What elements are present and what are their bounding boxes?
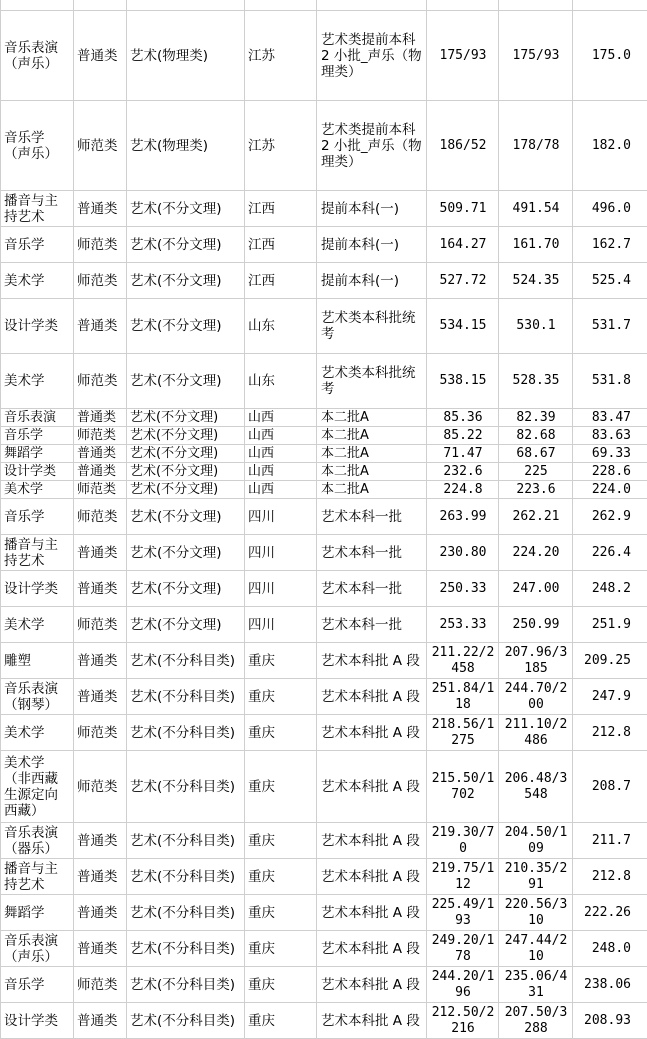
min-score-cell bbox=[499, 0, 573, 11]
province-cell: 山西 bbox=[245, 445, 317, 463]
major-cell: 音乐学 bbox=[1, 967, 74, 1003]
batch-cell: 艺术本科批 A 段 bbox=[317, 1003, 427, 1039]
table-row bbox=[1, 481, 647, 499]
avg-score-cell: 496.0 bbox=[573, 191, 647, 227]
max-score-cell: 219.75/112 bbox=[427, 859, 499, 895]
category-cell: 师范类 bbox=[74, 751, 127, 823]
subject-cell: 艺术(不分科目类) bbox=[127, 823, 245, 859]
province-cell: 四川 bbox=[245, 607, 317, 643]
category-cell: 普通类 bbox=[74, 463, 127, 481]
province-cell: 江苏 bbox=[245, 11, 317, 101]
subject-cell: 艺术(不分文理) bbox=[127, 535, 245, 571]
province-cell: 山西 bbox=[245, 481, 317, 499]
subject-cell: 艺术(不分科目类) bbox=[127, 931, 245, 967]
province-cell: 江西 bbox=[245, 227, 317, 263]
avg-score-cell: 69.33 bbox=[573, 445, 647, 463]
category-cell: 普通类 bbox=[74, 299, 127, 354]
batch-cell: 艺术本科一批 bbox=[317, 607, 427, 643]
max-score-cell: 215.50/1702 bbox=[427, 751, 499, 823]
min-score-cell: 247.00 bbox=[499, 571, 573, 607]
batch-cell: 本二批A bbox=[317, 463, 427, 481]
table-row bbox=[1, 299, 647, 354]
table-row bbox=[1, 715, 647, 751]
province-cell: 四川 bbox=[245, 499, 317, 535]
max-score-cell: 211.22/2458 bbox=[427, 643, 499, 679]
category-cell: 普通类 bbox=[74, 409, 127, 427]
max-score-cell: 219.30/70 bbox=[427, 823, 499, 859]
subject-cell: 艺术(不分科目类) bbox=[127, 895, 245, 931]
province-cell: 山西 bbox=[245, 463, 317, 481]
min-score-cell: 68.67 bbox=[499, 445, 573, 463]
batch-cell: 本二批A bbox=[317, 409, 427, 427]
batch-cell: 艺术本科批 A 段 bbox=[317, 823, 427, 859]
batch-cell: 本二批A bbox=[317, 481, 427, 499]
table-row bbox=[1, 967, 647, 1003]
min-score-cell: 207.96/3185 bbox=[499, 643, 573, 679]
max-score-cell: 263.99 bbox=[427, 499, 499, 535]
avg-score-cell: 83.63 bbox=[573, 427, 647, 445]
batch-cell: 艺术本科批 A 段 bbox=[317, 715, 427, 751]
batch-cell: 本二批A bbox=[317, 427, 427, 445]
subject-cell: 艺术(不分科目类) bbox=[127, 751, 245, 823]
avg-score-cell: 531.8 bbox=[573, 354, 647, 409]
min-score-cell: 204.50/109 bbox=[499, 823, 573, 859]
min-score-cell: 244.70/200 bbox=[499, 679, 573, 715]
subject-cell: 艺术(不分文理) bbox=[127, 354, 245, 409]
subject-cell: 艺术(不分文理) bbox=[127, 499, 245, 535]
major-cell: 设计学类 bbox=[1, 299, 74, 354]
min-score-cell: 206.48/3548 bbox=[499, 751, 573, 823]
max-score-cell: 251.84/118 bbox=[427, 679, 499, 715]
table-body bbox=[1, 0, 647, 1039]
major-cell: 音乐学 bbox=[1, 499, 74, 535]
min-score-cell: 82.39 bbox=[499, 409, 573, 427]
province-cell: 山西 bbox=[245, 427, 317, 445]
major-cell: 设计学类 bbox=[1, 463, 74, 481]
max-score-cell: 186/52 bbox=[427, 101, 499, 191]
province-cell: 山东 bbox=[245, 354, 317, 409]
major-cell: 雕塑 bbox=[1, 643, 74, 679]
max-score-cell: 224.8 bbox=[427, 481, 499, 499]
min-score-cell: 530.1 bbox=[499, 299, 573, 354]
max-score-cell: 230.80 bbox=[427, 535, 499, 571]
avg-score-cell: 226.4 bbox=[573, 535, 647, 571]
category-cell: 师范类 bbox=[74, 715, 127, 751]
province-cell: 重庆 bbox=[245, 643, 317, 679]
avg-score-cell: 212.8 bbox=[573, 859, 647, 895]
table-row bbox=[1, 535, 647, 571]
avg-score-cell: 209.25 bbox=[573, 643, 647, 679]
major-cell: 音乐表演（声乐） bbox=[1, 931, 74, 967]
max-score-cell: 85.22 bbox=[427, 427, 499, 445]
province-cell: 江西 bbox=[245, 191, 317, 227]
min-score-cell: 82.68 bbox=[499, 427, 573, 445]
min-score-cell: 161.70 bbox=[499, 227, 573, 263]
major-cell: 播音与主持艺术 bbox=[1, 535, 74, 571]
batch-cell: 本二批A bbox=[317, 445, 427, 463]
subject-cell: 艺术(不分文理) bbox=[127, 227, 245, 263]
province-cell bbox=[245, 0, 317, 11]
min-score-cell: 178/78 bbox=[499, 101, 573, 191]
table-row bbox=[1, 11, 647, 101]
province-cell: 山西 bbox=[245, 409, 317, 427]
avg-score-cell bbox=[573, 0, 647, 11]
subject-cell bbox=[127, 0, 245, 11]
major-cell: 音乐学（声乐） bbox=[1, 101, 74, 191]
batch-cell: 艺术类提前本科2 小批_声乐（物理类） bbox=[317, 101, 427, 191]
province-cell: 江苏 bbox=[245, 101, 317, 191]
subject-cell: 艺术(物理类) bbox=[127, 101, 245, 191]
major-cell: 美术学 bbox=[1, 607, 74, 643]
min-score-cell: 528.35 bbox=[499, 354, 573, 409]
table-row bbox=[1, 607, 647, 643]
major-cell: 设计学类 bbox=[1, 571, 74, 607]
table-row bbox=[1, 0, 647, 11]
category-cell: 师范类 bbox=[74, 499, 127, 535]
batch-cell: 艺术本科批 A 段 bbox=[317, 967, 427, 1003]
batch-cell: 艺术本科一批 bbox=[317, 499, 427, 535]
subject-cell: 艺术(不分科目类) bbox=[127, 859, 245, 895]
batch-cell: 提前本科(一) bbox=[317, 191, 427, 227]
subject-cell: 艺术(不分科目类) bbox=[127, 967, 245, 1003]
province-cell: 江西 bbox=[245, 263, 317, 299]
batch-cell: 艺术类本科批统考 bbox=[317, 299, 427, 354]
table-row bbox=[1, 931, 647, 967]
min-score-cell: 491.54 bbox=[499, 191, 573, 227]
avg-score-cell: 211.7 bbox=[573, 823, 647, 859]
province-cell: 重庆 bbox=[245, 895, 317, 931]
min-score-cell: 524.35 bbox=[499, 263, 573, 299]
min-score-cell: 247.44/210 bbox=[499, 931, 573, 967]
table-row bbox=[1, 354, 647, 409]
avg-score-cell: 222.26 bbox=[573, 895, 647, 931]
avg-score-cell: 251.9 bbox=[573, 607, 647, 643]
province-cell: 重庆 bbox=[245, 715, 317, 751]
avg-score-cell: 208.93 bbox=[573, 1003, 647, 1039]
category-cell: 普通类 bbox=[74, 823, 127, 859]
avg-score-cell: 262.9 bbox=[573, 499, 647, 535]
major-cell: 音乐学 bbox=[1, 227, 74, 263]
subject-cell: 艺术(不分科目类) bbox=[127, 715, 245, 751]
major-cell: 美术学 bbox=[1, 481, 74, 499]
major-cell: 音乐表演 bbox=[1, 409, 74, 427]
min-score-cell: 220.56/310 bbox=[499, 895, 573, 931]
major-cell: 美术学 bbox=[1, 715, 74, 751]
table-row bbox=[1, 101, 647, 191]
category-cell: 普通类 bbox=[74, 931, 127, 967]
avg-score-cell: 175.0 bbox=[573, 11, 647, 101]
avg-score-cell: 208.7 bbox=[573, 751, 647, 823]
table-row bbox=[1, 263, 647, 299]
max-score-cell: 253.33 bbox=[427, 607, 499, 643]
major-cell: 美术学 bbox=[1, 354, 74, 409]
batch-cell: 艺术本科批 A 段 bbox=[317, 931, 427, 967]
category-cell: 师范类 bbox=[74, 263, 127, 299]
major-cell: 设计学类 bbox=[1, 1003, 74, 1039]
avg-score-cell: 247.9 bbox=[573, 679, 647, 715]
province-cell: 重庆 bbox=[245, 823, 317, 859]
max-score-cell: 71.47 bbox=[427, 445, 499, 463]
min-score-cell: 211.10/2486 bbox=[499, 715, 573, 751]
min-score-cell: 207.50/3288 bbox=[499, 1003, 573, 1039]
table-row bbox=[1, 643, 647, 679]
batch-cell: 艺术本科一批 bbox=[317, 535, 427, 571]
province-cell: 四川 bbox=[245, 535, 317, 571]
category-cell: 师范类 bbox=[74, 354, 127, 409]
major-cell: 音乐表演（器乐） bbox=[1, 823, 74, 859]
batch-cell: 艺术本科批 A 段 bbox=[317, 679, 427, 715]
subject-cell: 艺术(不分文理) bbox=[127, 481, 245, 499]
max-score-cell: 175/93 bbox=[427, 11, 499, 101]
min-score-cell: 262.21 bbox=[499, 499, 573, 535]
batch-cell: 艺术本科批 A 段 bbox=[317, 643, 427, 679]
subject-cell: 艺术(不分文理) bbox=[127, 299, 245, 354]
major-cell: 播音与主持艺术 bbox=[1, 859, 74, 895]
avg-score-cell: 531.7 bbox=[573, 299, 647, 354]
max-score-cell bbox=[427, 0, 499, 11]
max-score-cell: 250.33 bbox=[427, 571, 499, 607]
avg-score-cell: 238.06 bbox=[573, 967, 647, 1003]
province-cell: 四川 bbox=[245, 571, 317, 607]
category-cell: 师范类 bbox=[74, 427, 127, 445]
subject-cell: 艺术(不分文理) bbox=[127, 463, 245, 481]
province-cell: 山东 bbox=[245, 299, 317, 354]
major-cell bbox=[1, 0, 74, 11]
avg-score-cell: 228.6 bbox=[573, 463, 647, 481]
avg-score-cell: 182.0 bbox=[573, 101, 647, 191]
major-cell: 美术学 bbox=[1, 263, 74, 299]
major-cell: 音乐表演（声乐） bbox=[1, 11, 74, 101]
min-score-cell: 250.99 bbox=[499, 607, 573, 643]
major-cell: 音乐学 bbox=[1, 427, 74, 445]
category-cell: 普通类 bbox=[74, 895, 127, 931]
category-cell: 普通类 bbox=[74, 643, 127, 679]
province-cell: 重庆 bbox=[245, 751, 317, 823]
table-row bbox=[1, 445, 647, 463]
table-row bbox=[1, 679, 647, 715]
max-score-cell: 249.20/178 bbox=[427, 931, 499, 967]
province-cell: 重庆 bbox=[245, 679, 317, 715]
subject-cell: 艺术(不分科目类) bbox=[127, 643, 245, 679]
max-score-cell: 534.15 bbox=[427, 299, 499, 354]
category-cell: 师范类 bbox=[74, 607, 127, 643]
max-score-cell: 164.27 bbox=[427, 227, 499, 263]
batch-cell: 艺术类本科批统考 bbox=[317, 354, 427, 409]
subject-cell: 艺术(不分文理) bbox=[127, 445, 245, 463]
max-score-cell: 527.72 bbox=[427, 263, 499, 299]
min-score-cell: 235.06/431 bbox=[499, 967, 573, 1003]
category-cell: 普通类 bbox=[74, 571, 127, 607]
max-score-cell: 509.71 bbox=[427, 191, 499, 227]
table-row bbox=[1, 191, 647, 227]
max-score-cell: 85.36 bbox=[427, 409, 499, 427]
category-cell: 普通类 bbox=[74, 445, 127, 463]
table-row bbox=[1, 227, 647, 263]
table-row bbox=[1, 859, 647, 895]
subject-cell: 艺术(不分文理) bbox=[127, 607, 245, 643]
batch-cell: 艺术本科批 A 段 bbox=[317, 751, 427, 823]
max-score-cell: 244.20/196 bbox=[427, 967, 499, 1003]
subject-cell: 艺术(不分文理) bbox=[127, 191, 245, 227]
avg-score-cell: 248.0 bbox=[573, 931, 647, 967]
batch-cell: 提前本科(一) bbox=[317, 227, 427, 263]
category-cell: 师范类 bbox=[74, 967, 127, 1003]
batch-cell: 艺术本科批 A 段 bbox=[317, 895, 427, 931]
table-row bbox=[1, 1003, 647, 1039]
subject-cell: 艺术(不分科目类) bbox=[127, 679, 245, 715]
category-cell: 普通类 bbox=[74, 679, 127, 715]
subject-cell: 艺术(物理类) bbox=[127, 11, 245, 101]
category-cell: 普通类 bbox=[74, 11, 127, 101]
table-row bbox=[1, 823, 647, 859]
max-score-cell: 225.49/193 bbox=[427, 895, 499, 931]
major-cell: 舞蹈学 bbox=[1, 445, 74, 463]
max-score-cell: 232.6 bbox=[427, 463, 499, 481]
avg-score-cell: 83.47 bbox=[573, 409, 647, 427]
batch-cell: 艺术本科一批 bbox=[317, 571, 427, 607]
major-cell: 美术学（非西藏生源定向西藏） bbox=[1, 751, 74, 823]
table-row bbox=[1, 751, 647, 823]
major-cell: 舞蹈学 bbox=[1, 895, 74, 931]
category-cell: 师范类 bbox=[74, 481, 127, 499]
min-score-cell: 223.6 bbox=[499, 481, 573, 499]
category-cell: 普通类 bbox=[74, 1003, 127, 1039]
min-score-cell: 224.20 bbox=[499, 535, 573, 571]
min-score-cell: 225 bbox=[499, 463, 573, 481]
category-cell bbox=[74, 0, 127, 11]
min-score-cell: 175/93 bbox=[499, 11, 573, 101]
table-row bbox=[1, 895, 647, 931]
table-row bbox=[1, 463, 647, 481]
subject-cell: 艺术(不分文理) bbox=[127, 427, 245, 445]
min-score-cell: 210.35/291 bbox=[499, 859, 573, 895]
avg-score-cell: 212.8 bbox=[573, 715, 647, 751]
batch-cell: 提前本科(一) bbox=[317, 263, 427, 299]
table-row bbox=[1, 499, 647, 535]
max-score-cell: 538.15 bbox=[427, 354, 499, 409]
province-cell: 重庆 bbox=[245, 859, 317, 895]
category-cell: 普通类 bbox=[74, 191, 127, 227]
major-cell: 音乐表演（钢琴） bbox=[1, 679, 74, 715]
province-cell: 重庆 bbox=[245, 967, 317, 1003]
max-score-cell: 212.50/2216 bbox=[427, 1003, 499, 1039]
category-cell: 普通类 bbox=[74, 859, 127, 895]
subject-cell: 艺术(不分文理) bbox=[127, 263, 245, 299]
province-cell: 重庆 bbox=[245, 931, 317, 967]
major-cell: 播音与主持艺术 bbox=[1, 191, 74, 227]
avg-score-cell: 248.2 bbox=[573, 571, 647, 607]
batch-cell bbox=[317, 0, 427, 11]
category-cell: 师范类 bbox=[74, 101, 127, 191]
table-row bbox=[1, 427, 647, 445]
category-cell: 师范类 bbox=[74, 227, 127, 263]
province-cell: 重庆 bbox=[245, 1003, 317, 1039]
subject-cell: 艺术(不分文理) bbox=[127, 409, 245, 427]
subject-cell: 艺术(不分文理) bbox=[127, 571, 245, 607]
max-score-cell: 218.56/1275 bbox=[427, 715, 499, 751]
category-cell: 普通类 bbox=[74, 535, 127, 571]
subject-cell: 艺术(不分科目类) bbox=[127, 1003, 245, 1039]
avg-score-cell: 224.0 bbox=[573, 481, 647, 499]
batch-cell: 艺术类提前本科2 小批_声乐（物理类） bbox=[317, 11, 427, 101]
table-row bbox=[1, 409, 647, 427]
table-row bbox=[1, 571, 647, 607]
avg-score-cell: 525.4 bbox=[573, 263, 647, 299]
avg-score-cell: 162.7 bbox=[573, 227, 647, 263]
batch-cell: 艺术本科批 A 段 bbox=[317, 859, 427, 895]
